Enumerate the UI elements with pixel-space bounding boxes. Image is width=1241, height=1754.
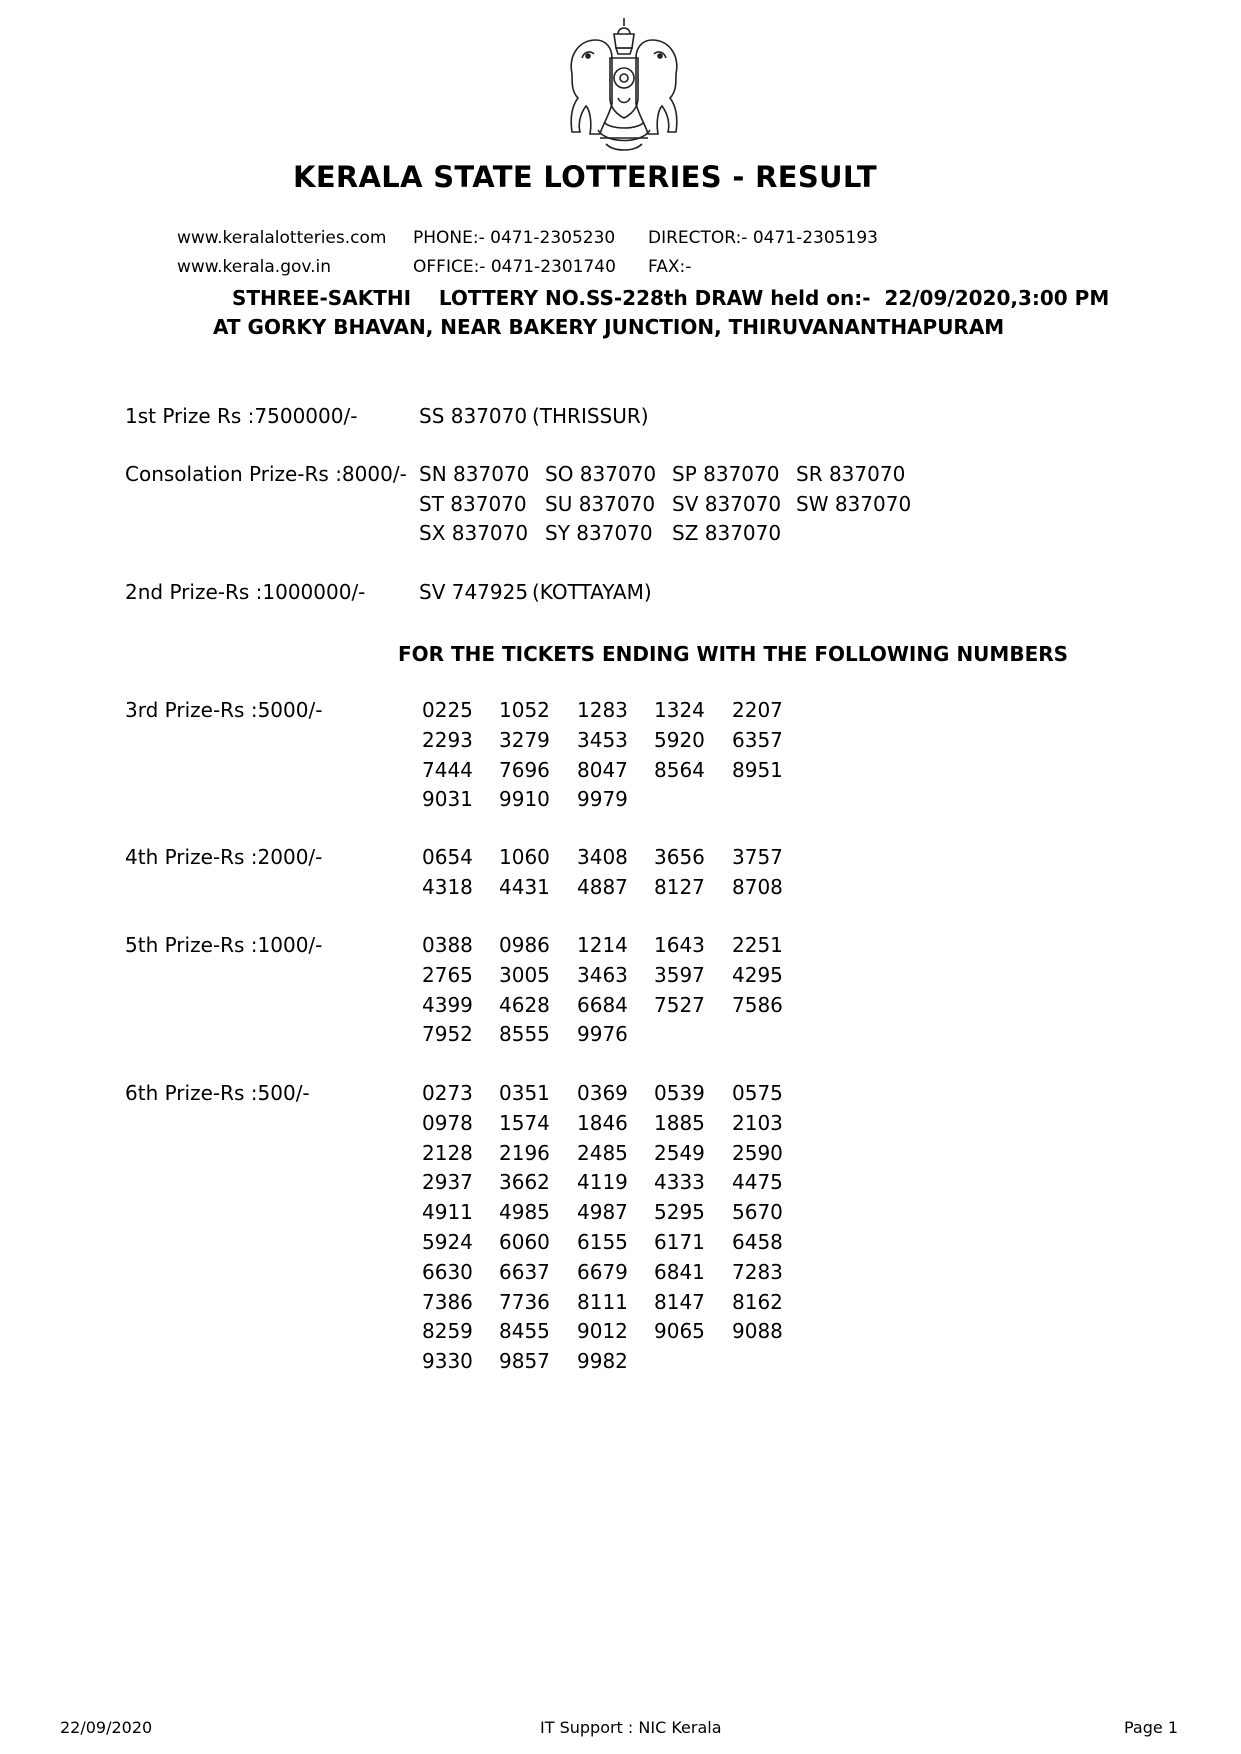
ticket-ending-number: 1643 [654,933,705,957]
ticket-ending-number: 7444 [422,757,473,782]
ticket-ending-number: 1214 [577,933,628,957]
ticket-ending-number: 4318 [422,874,473,899]
ticket-ending-number: 4887 [577,874,628,899]
website-link-kerala-gov[interactable]: www.kerala.gov.in [177,257,332,277]
ticket-ending-number: 8147 [654,1289,705,1314]
first-prize-ticket: SS 837070 [419,404,528,428]
third-prize-label: 3rd Prize-Rs :5000/- [125,698,323,722]
consolation-ticket: SO 837070 [545,462,657,486]
consolation-ticket: SN 837070 [419,462,530,486]
ticket-ending-number: 3005 [499,962,550,987]
ticket-ending-number: 9012 [577,1319,628,1344]
ticket-ending-number: 8259 [422,1319,473,1344]
ticket-ending-number: 6458 [732,1229,783,1254]
ticket-ending-number: 9031 [422,787,473,812]
ticket-ending-number: 7736 [499,1289,550,1314]
ticket-ending-number: 3662 [499,1170,550,1195]
ticket-ending-number: 4119 [577,1170,628,1195]
ticket-ending-number: 7696 [499,757,550,782]
ticket-ending-number: 2765 [422,962,473,987]
ticket-ending-number: 2293 [422,727,473,752]
ticket-ending-number: 0369 [577,1081,628,1105]
ticket-ending-number: 3597 [654,962,705,987]
ticket-ending-number: 9982 [577,1349,628,1374]
ticket-ending-number: 1283 [577,698,628,722]
ticket-ending-number: 7386 [422,1289,473,1314]
ticket-ending-number: 8162 [732,1289,783,1314]
ticket-ending-number: 9330 [422,1349,473,1374]
ticket-ending-number: 7283 [732,1259,783,1284]
consolation-prize-label: Consolation Prize-Rs :8000/- [125,462,407,486]
ticket-ending-number: 3408 [577,845,628,869]
ticket-ending-number: 9910 [499,787,550,812]
second-prize-place: (KOTTAYAM) [532,580,652,604]
ticket-ending-number: 8127 [654,874,705,899]
first-prize-place: (THRISSUR) [532,404,649,428]
ticket-ending-number: 0225 [422,698,473,722]
ticket-ending-number: 4333 [654,1170,705,1195]
ticket-ending-number: 1885 [654,1110,705,1135]
ticket-ending-number: 9088 [732,1319,783,1344]
ticket-ending-number: 3656 [654,845,705,869]
footer-support: IT Support : NIC Kerala [540,1718,722,1737]
director-number: DIRECTOR:- 0471-2305193 [648,228,878,248]
ticket-ending-number: 3279 [499,727,550,752]
ticket-ending-number: 8951 [732,757,783,782]
consolation-ticket: ST 837070 [419,492,527,516]
ticket-ending-number: 8047 [577,757,628,782]
consolation-ticket: SR 837070 [796,462,906,486]
ending-numbers-heading: FOR THE TICKETS ENDING WITH THE FOLLOWING NUMBERS [398,642,1069,666]
ticket-ending-number: 9065 [654,1319,705,1344]
consolation-ticket: SP 837070 [672,462,780,486]
ticket-ending-number: 2196 [499,1140,550,1165]
footer-date: 22/09/2020 [60,1718,153,1737]
second-prize-ticket: SV 747925 [419,580,529,604]
office-number: OFFICE:- 0471-2301740 [413,257,616,277]
ticket-ending-number: 9976 [577,1022,628,1047]
ticket-ending-number: 5920 [654,727,705,752]
ticket-ending-number: 7586 [732,992,783,1017]
consolation-ticket: SU 837070 [545,492,656,516]
ticket-ending-number: 6060 [499,1229,550,1254]
ticket-ending-number: 9979 [577,787,628,812]
ticket-ending-number: 2485 [577,1140,628,1165]
first-prize-label: 1st Prize Rs :7500000/- [125,404,358,428]
ticket-ending-number: 2549 [654,1140,705,1165]
ticket-ending-number: 8555 [499,1022,550,1047]
ticket-ending-number: 8455 [499,1319,550,1344]
ticket-ending-number: 4431 [499,874,550,899]
ticket-ending-number: 4399 [422,992,473,1017]
kerala-state-emblem-icon [560,14,688,154]
ticket-ending-number: 3463 [577,962,628,987]
ticket-ending-number: 4987 [577,1200,628,1225]
ticket-ending-number: 6637 [499,1259,550,1284]
ticket-ending-number: 5924 [422,1229,473,1254]
phone-number: PHONE:- 0471-2305230 [413,228,616,248]
ticket-ending-number: 6841 [654,1259,705,1284]
ticket-ending-number: 2128 [422,1140,473,1165]
second-prize-label: 2nd Prize-Rs :1000000/- [125,580,366,604]
consolation-ticket: SZ 837070 [672,521,782,545]
ticket-ending-number: 6684 [577,992,628,1017]
ticket-ending-number: 0273 [422,1081,473,1105]
ticket-ending-number: 6155 [577,1229,628,1254]
ticket-ending-number: 6679 [577,1259,628,1284]
page-title: KERALA STATE LOTTERIES - RESULT [293,160,877,194]
ticket-ending-number: 4985 [499,1200,550,1225]
ticket-ending-number: 8564 [654,757,705,782]
ticket-ending-number: 7952 [422,1022,473,1047]
ticket-ending-number: 2207 [732,698,783,722]
ticket-ending-number: 0575 [732,1081,783,1105]
ticket-ending-number: 9857 [499,1349,550,1374]
ticket-ending-number: 5670 [732,1200,783,1225]
ticket-ending-number: 1324 [654,698,705,722]
fifth-prize-label: 5th Prize-Rs :1000/- [125,933,323,957]
ticket-ending-number: 0978 [422,1110,473,1135]
draw-venue: AT GORKY BHAVAN, NEAR BAKERY JUNCTION, THIRUVANANTHAPURAM [213,315,1005,339]
sixth-prize-label: 6th Prize-Rs :500/- [125,1081,310,1105]
ticket-ending-number: 1060 [499,845,550,869]
ticket-ending-number: 6171 [654,1229,705,1254]
ticket-ending-number: 0654 [422,845,473,869]
ticket-ending-number: 4295 [732,962,783,987]
ticket-ending-number: 3453 [577,727,628,752]
ticket-ending-number: 8708 [732,874,783,899]
consolation-ticket: SX 837070 [419,521,529,545]
draw-info: STHREE-SAKTHI LOTTERY NO.SS-228th DRAW held on:- 22/09/2020,3:00 PM [232,286,1110,310]
fourth-prize-label: 4th Prize-Rs :2000/- [125,845,323,869]
ticket-ending-number: 8111 [577,1289,628,1314]
ticket-ending-number: 7527 [654,992,705,1017]
ticket-ending-number: 2937 [422,1170,473,1195]
ticket-ending-number: 0388 [422,933,473,957]
ticket-ending-number: 5295 [654,1200,705,1225]
ticket-ending-number: 0539 [654,1081,705,1105]
consolation-ticket: SV 837070 [672,492,782,516]
consolation-ticket: SW 837070 [796,492,912,516]
ticket-ending-number: 4911 [422,1200,473,1225]
ticket-ending-number: 2590 [732,1140,783,1165]
ticket-ending-number: 6630 [422,1259,473,1284]
ticket-ending-number: 3757 [732,845,783,869]
footer-page-number: Page 1 [1124,1718,1178,1737]
ticket-ending-number: 1052 [499,698,550,722]
ticket-ending-number: 4475 [732,1170,783,1195]
ticket-ending-number: 2251 [732,933,783,957]
website-link-keralalotteries[interactable]: www.keralalotteries.com [177,228,387,248]
ticket-ending-number: 2103 [732,1110,783,1135]
ticket-ending-number: 6357 [732,727,783,752]
ticket-ending-number: 4628 [499,992,550,1017]
ticket-ending-number: 1846 [577,1110,628,1135]
ticket-ending-number: 0351 [499,1081,550,1105]
ticket-ending-number: 1574 [499,1110,550,1135]
ticket-ending-number: 0986 [499,933,550,957]
fax-number: FAX:- [648,257,692,277]
consolation-ticket: SY 837070 [545,521,653,545]
